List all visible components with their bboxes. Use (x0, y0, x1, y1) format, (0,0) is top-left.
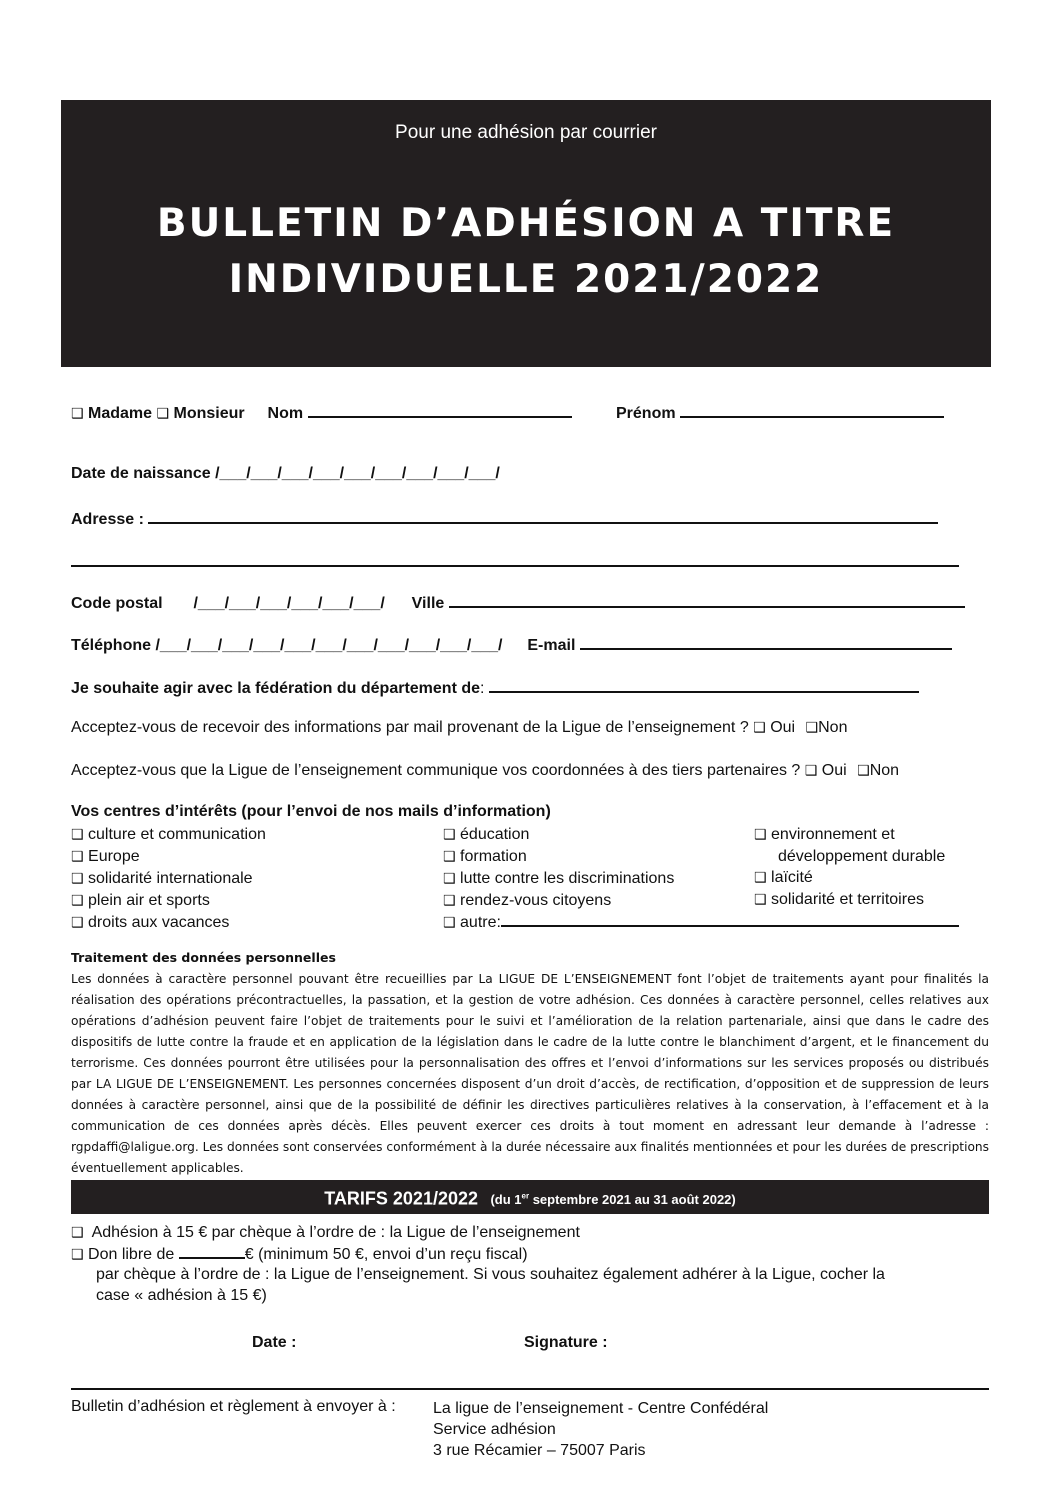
interest-item[interactable]: ❑ culture et communication (71, 826, 266, 843)
interest-item-other[interactable]: ❑ autre: (443, 912, 959, 934)
civility-row (71, 402, 572, 423)
birthdate-row (71, 465, 500, 483)
don-label: Don libre de (88, 1246, 175, 1263)
monsieur-label: Monsieur (173, 405, 245, 422)
address-field-2[interactable] (71, 565, 959, 567)
interest-item[interactable]: ❑ solidarité internationale (71, 870, 253, 887)
interest-item[interactable]: ❑ formation (443, 848, 527, 865)
legal-title: Traitement des données personnelles (71, 950, 336, 965)
don-amount-field[interactable] (179, 1245, 245, 1259)
interests-col-3 (754, 824, 945, 911)
legal-text: Les données à caractère personnel pouvant être recueillies par La LIGUE DE L’ENSEIGNEMENT font l’objet de traitements ayant pour finalités la réalisation des opérations précontractuelles, la passation, et la gestion de votre adhésion. Ces données à caractère personnel, celles relatives aux opérations d’adhésion peuvent faire l’objet de traitements pour le suivi et l’amélioration de la relation partenariale, ainsi que dans le cadre des dispositifs de lutte contre la fraude et en application de la législation dans le cadre de la lutte contre le blanchiment d’argent, et le financement du terrorisme. Ces données pourront être utilisées pour la personnalisation des offres et l’envoi d’informations sur les services proposés ou distribués par LA LIGUE DE L’ENSEIGNEMENT. Les personnes concernées disposent d’un droit d’accès, de rectification, d’opposition et de suppression de leurs données à caractère personnel, ainsi que de la possibilité de définir les directives particulières relatives à la conservation, à l’effacement et à la communication de ces données après décès. Elles peuvent exercer ces droits à tout moment en adressant leur demande à l’adresse : rgpdaffi@laligue.org. Les données sont conservées conformément à la durée nécessaire aux finalités mentionnées et pour les durées de prescriptions éventuellement applicables. (71, 972, 989, 1175)
monsieur-checkbox[interactable]: ❑ (156, 406, 170, 422)
city-label: Ville (411, 595, 445, 612)
phone-row (71, 634, 952, 655)
question-tiers-text: Acceptez-vous que la Ligue de l’enseignement communique vos coordonnées à des tiers partenaires ? (71, 762, 801, 779)
madame-checkbox[interactable]: ❑ (71, 406, 84, 422)
footer-label: Bulletin d’adhésion et règlement à envoyer à : (71, 1398, 396, 1415)
oui-label: Oui (821, 762, 847, 779)
header-subtitle: Pour une adhésion par courrier (395, 122, 657, 143)
question-mail-oui-checkbox[interactable]: ❑ (753, 720, 766, 736)
nom-field[interactable] (308, 402, 572, 418)
don-checkbox[interactable]: ❑ (71, 1247, 84, 1263)
tarif-don (71, 1245, 528, 1264)
prenom-label: Prénom (616, 405, 676, 422)
question-tiers-oui-checkbox[interactable]: ❑ (804, 763, 818, 779)
address-label: Adresse : (71, 511, 144, 528)
madame-label: Madame (88, 405, 153, 422)
question-tiers-non-checkbox[interactable]: ❑ (857, 763, 870, 779)
footer-address-line-3: 3 rue Récamier – 75007 Paris (433, 1442, 646, 1459)
tarifs-banner (71, 1180, 989, 1214)
question-mail (71, 719, 847, 737)
question-tiers (71, 762, 899, 780)
tarif-adhesion (71, 1224, 580, 1242)
phone-field[interactable]: /___/___/___/___/___/___/___/___/___/___/___/ (155, 637, 503, 654)
birthdate-field[interactable]: /___/___/___/___/___/___/___/___/___/ (215, 465, 500, 482)
non-label: Non (818, 719, 848, 736)
address-field-1[interactable] (148, 508, 938, 524)
federation-label: Je souhaite agir avec la fédération du département de (71, 680, 481, 697)
email-field[interactable] (580, 634, 952, 650)
interests-title: Vos centres d’intérêts (pour l’envoi de nos mails d’information) (71, 803, 551, 820)
address-row (71, 508, 938, 529)
postal-field[interactable]: /___/___/___/___/___/___/ (193, 595, 385, 612)
prenom-field[interactable] (680, 402, 944, 418)
other-interest-field[interactable] (501, 913, 959, 927)
oui-label: Oui (770, 719, 796, 736)
city-field[interactable] (449, 592, 965, 608)
don-line-3: case « adhésion à 15 €) (96, 1287, 267, 1304)
interest-item[interactable]: ❑ solidarité et territoires (754, 891, 924, 908)
prenom-row (616, 402, 944, 423)
postal-row (71, 592, 965, 613)
federation-field[interactable] (489, 677, 919, 693)
interest-item[interactable]: ❑ éducation (443, 826, 530, 843)
email-label: E-mail (527, 637, 576, 654)
footer-address (433, 1398, 768, 1461)
birthdate-label: Date de naissance (71, 465, 211, 482)
nom-label: Nom (267, 405, 304, 422)
page-title (61, 196, 991, 308)
interest-item[interactable]: ❑ rendez-vous citoyens (443, 892, 612, 909)
tarifs-period: (du 1er septembre 2021 au 31 août 2022) (490, 1192, 736, 1208)
postal-label: Code postal (71, 595, 163, 612)
question-mail-text: Acceptez-vous de recevoir des informations par mail provenant de la Ligue de l’enseignement ? (71, 719, 749, 736)
title-line-1: BULLETIN D’ADHÉSION A TITRE (156, 201, 896, 246)
footer-divider (71, 1388, 989, 1390)
interest-item-continued: développement durable (778, 848, 946, 865)
interest-item[interactable]: ❑ environnement et (754, 826, 895, 843)
signature-label: Signature : (524, 1334, 608, 1351)
question-mail-non-checkbox[interactable]: ❑ (805, 720, 819, 736)
date-label: Date : (252, 1334, 297, 1351)
non-label: Non (869, 762, 900, 779)
footer-address-line-1: La ligue de l’enseignement - Centre Confédéral (433, 1400, 769, 1417)
interest-item[interactable]: ❑ plein air et sports (71, 892, 210, 909)
interest-item[interactable]: ❑ Europe (71, 848, 140, 865)
adhesion-checkbox[interactable]: ❑ (71, 1225, 84, 1241)
federation-row: Je souhaite agir avec la fédération du département de: (71, 677, 919, 698)
interest-item[interactable]: ❑ lutte contre les discriminations (443, 870, 675, 887)
adhesion-label: Adhésion à 15 € par chèque à l’ordre de : la Ligue de l’enseignement (91, 1224, 580, 1241)
don-line-2: par chèque à l’ordre de : la Ligue de l’enseignement. Si vous souhaitez également adhérer à la Ligue, cocher la (96, 1266, 885, 1283)
header-banner (61, 100, 991, 367)
interests-col-1 (71, 824, 266, 934)
interest-item[interactable]: ❑ droits aux vacances (71, 914, 230, 931)
title-line-2: INDIVIDUELLE 2021/2022 (228, 257, 824, 302)
phone-label: Téléphone (71, 637, 152, 654)
don-detail: € (minimum 50 €, envoi d’un reçu fiscal) (244, 1246, 528, 1263)
interest-item[interactable]: ❑ laïcité (754, 869, 813, 886)
footer-address-line-2: Service adhésion (433, 1421, 556, 1438)
tarifs-title: TARIFS 2021/2022 (324, 1188, 478, 1209)
